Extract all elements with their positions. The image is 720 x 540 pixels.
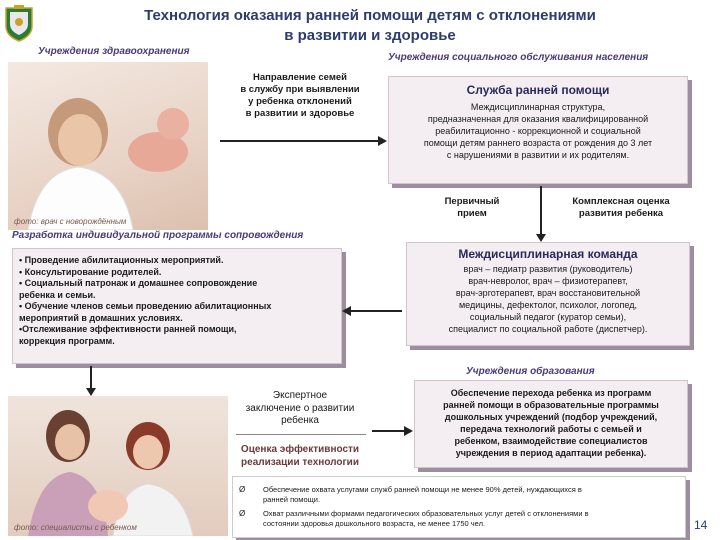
outcomes-box bbox=[232, 476, 686, 538]
interdisciplinary-team-box bbox=[406, 242, 690, 346]
photo2-label: фото: специалисты с ребенком bbox=[14, 523, 137, 532]
team-members: врач – педиатр развития (руководитель) врач-невролог, врач – физиотерапевт, врач-эрготерапевт, врач восстановительной медицины, дефектолог, психолог, логопед, социальный педагог (куратор семьи), специалист по социальной работе (диспетчер). bbox=[448, 264, 648, 334]
photo1-label: фото: врач с новорождённым bbox=[14, 217, 127, 226]
label-social-institutions: Учреждения социального обслуживания населения bbox=[388, 52, 649, 63]
bullet-arrow-icon: Ø bbox=[239, 485, 246, 494]
expert-divider bbox=[236, 434, 366, 435]
photo-specialists-child bbox=[8, 396, 228, 536]
arrow-head-right-icon bbox=[378, 136, 387, 146]
direction-text: Направление семей в службу при выявлении у ребенка отклонений в развитии и здоровье bbox=[240, 72, 360, 119]
outcome-item-2: Ø Охват различными формами педагогических образовательных услуг детей с отклонениями в состоянии здоровья дошкольного возраста, не менее 1750 чел. bbox=[239, 509, 589, 528]
photo-doctor-newborn bbox=[8, 62, 208, 230]
arrow-line-1 bbox=[220, 140, 380, 142]
arrow-line-2 bbox=[540, 186, 542, 236]
transition-text: Обеспечение перехода ребенка из программ ранней помощи в образовательные программы дошкольных учреждений (подбор учреждений, передача технологий работы с семьей и ребенком, взаимодействие сопециалистов учреждения в период адаптации ребенка). bbox=[443, 388, 659, 458]
bullet-arrow-icon-2: Ø bbox=[239, 509, 246, 518]
arrow-line-3 bbox=[350, 310, 402, 312]
expert-conclusion: Экспертное заключение о развитии ребенка bbox=[245, 390, 355, 426]
program-box bbox=[12, 248, 342, 364]
early-help-service-box bbox=[388, 76, 688, 184]
arrow-line-4 bbox=[90, 366, 92, 390]
team-heading: Междисциплинарная команда bbox=[458, 247, 638, 261]
primary-reception: Первичный прием bbox=[444, 196, 500, 219]
title-line-2: в развитии и здоровье bbox=[284, 27, 456, 44]
program-list: • Проведение абилитационных мероприятий. • Консультирование родителей. • Социальный патронаж и домашнее сопровождение ребенка и семьи. • Обучение членов семьи проведению абилитационных мероприятий в домашних условиях. •Отслеживание эффективности ранней помощи, коррекция программ. bbox=[19, 255, 272, 346]
outcome-item-1: Ø Обеспечение охвата услугами служб ранней помощи не менее 90% детей, нуждающихся в ранней помощи. bbox=[239, 485, 582, 504]
label-program-development: Разработка индивидуальной программы сопровождения bbox=[12, 230, 304, 241]
complex-assessment: Комплексная оценка развития ребенка bbox=[572, 196, 670, 219]
arrow-line-5 bbox=[372, 430, 406, 432]
service-description: Междисциплинарная структура, предназначенная для оказания квалифицированной реабилитационно - коррекционной и социальной помощи детям раннего возраста от рождения до 3 лет с нарушениями в развитии и их родителям. bbox=[423, 102, 653, 160]
service-heading: Служба ранней помощи bbox=[466, 83, 610, 97]
efficiency-assessment: Оценка эффективности реализации технологии bbox=[240, 444, 360, 468]
arrow-head-down-icon bbox=[536, 234, 546, 242]
transition-box bbox=[414, 380, 688, 468]
coat-of-arms-logo bbox=[4, 4, 34, 42]
label-health-institutions: Учреждения здравоохранения bbox=[38, 46, 190, 57]
page-number: 14 bbox=[694, 518, 708, 532]
arrow-head-right-icon-2 bbox=[404, 426, 413, 436]
arrow-head-down-icon-2 bbox=[86, 388, 96, 396]
page-title bbox=[70, 6, 670, 46]
label-education-institutions: Учреждения образования bbox=[466, 366, 595, 377]
arrow-head-left-icon bbox=[342, 306, 351, 316]
title-line-1: Технология оказания ранней помощи детям с отклонениями bbox=[144, 7, 596, 24]
